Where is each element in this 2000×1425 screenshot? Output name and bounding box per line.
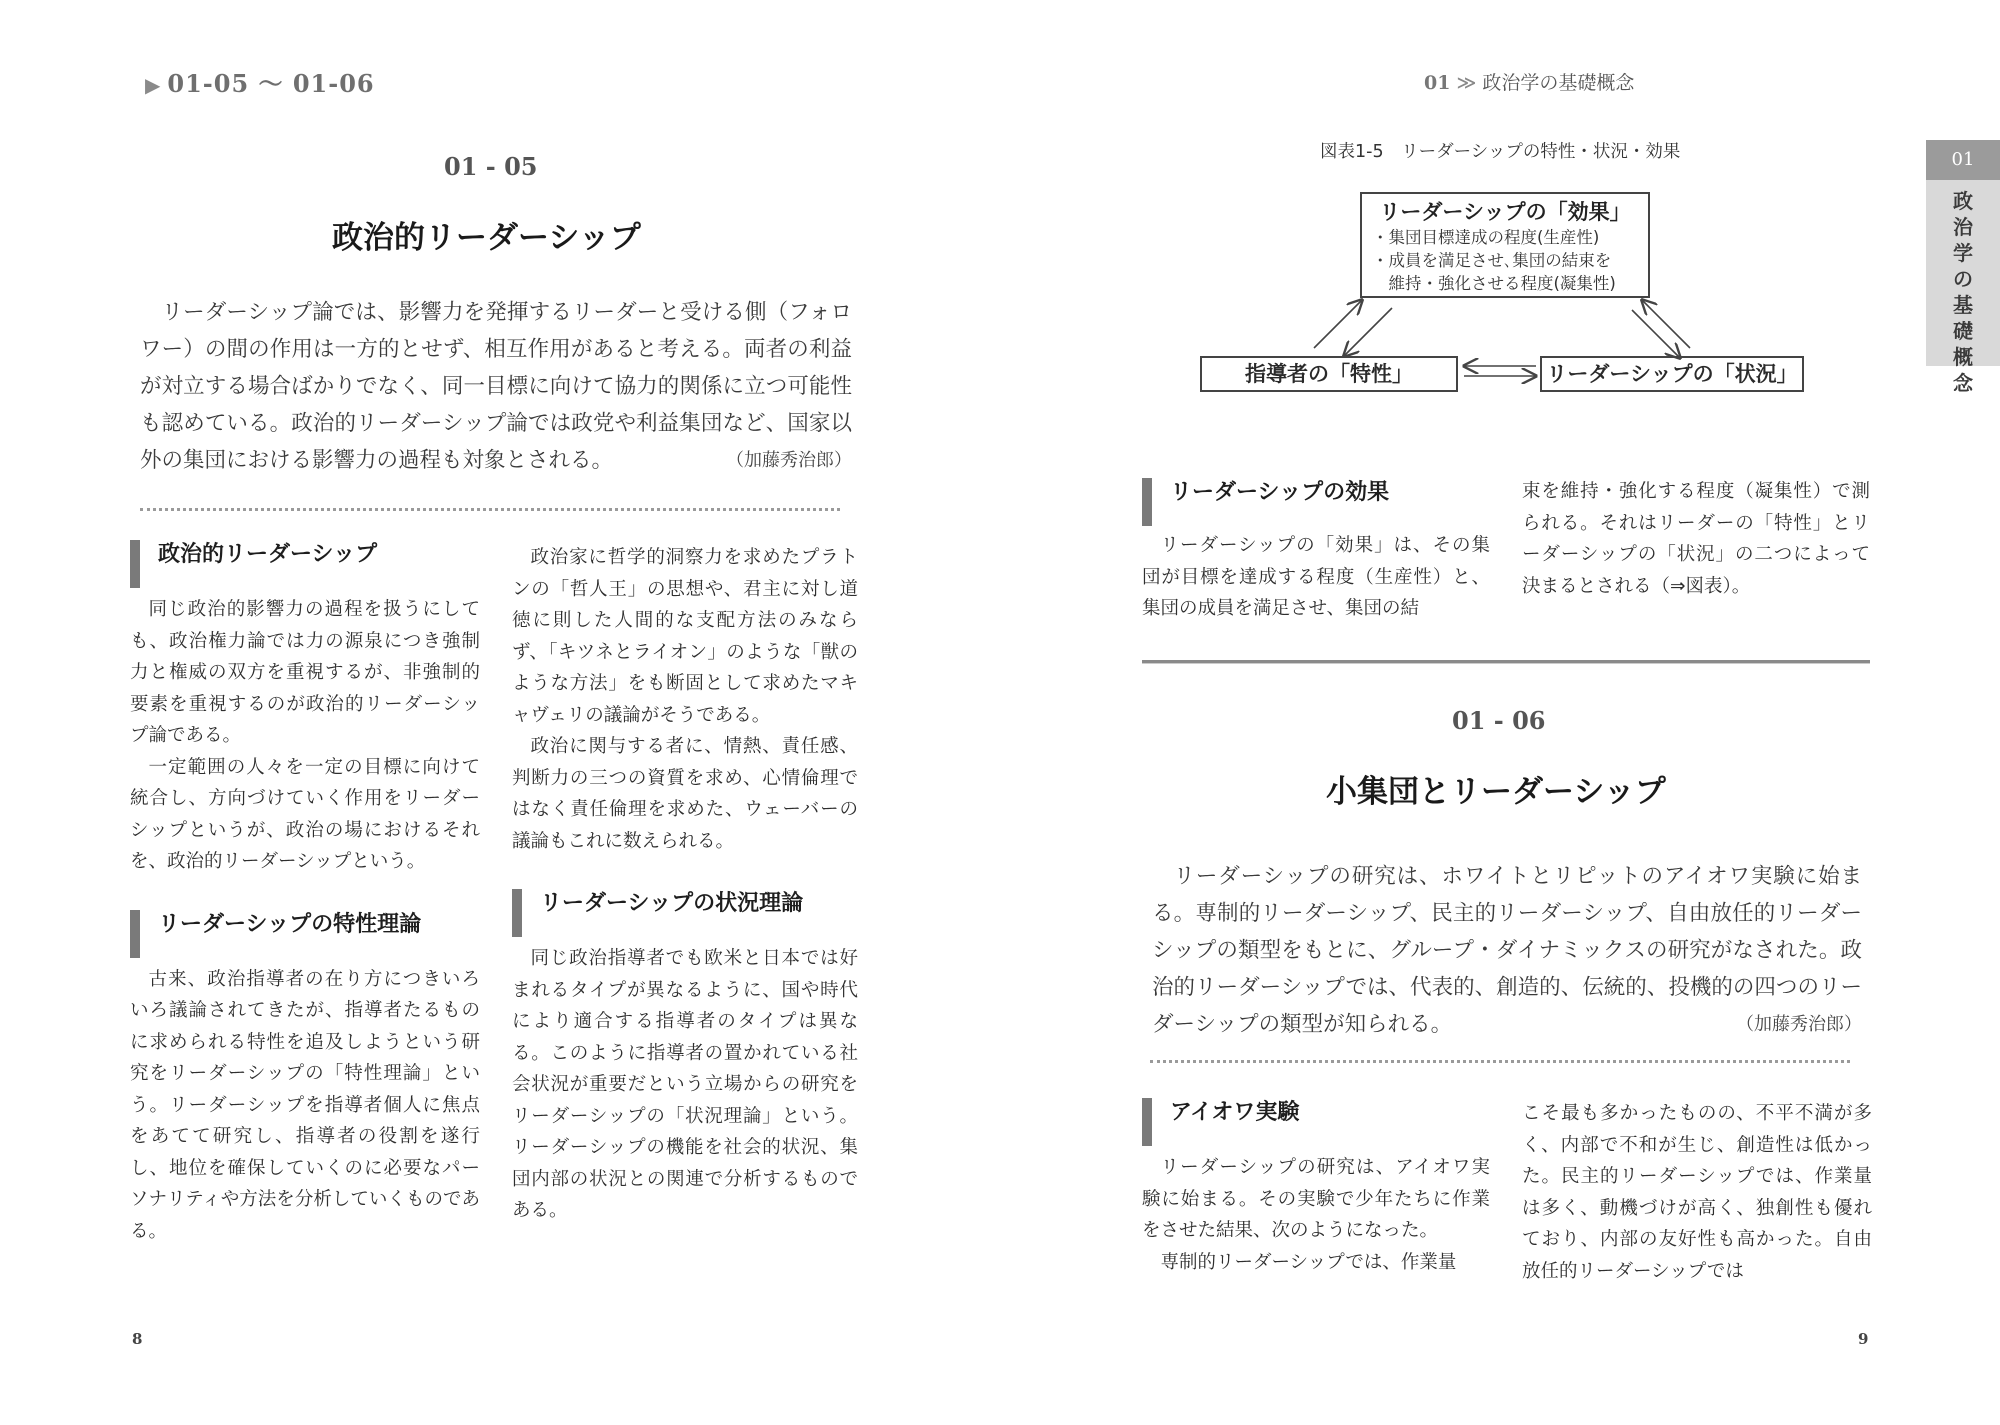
lead-paragraph: リーダーシップ論では、影響力を発揮するリーダーと受ける側（フォロワー）の間の作用は一方的とせず、相互作用があると考える。両者の利益が対立する場合ばかりでなく、同一目標に向けて協力的関係に立つ可能性も認めている。政治的リーダーシップ論では政党や利益集団など、国家以外の集団における影響力の過程も対象とされる。 （加藤秀治郎） <box>140 294 852 479</box>
arrow-trait-to-effect <box>1314 300 1362 348</box>
subhead-iowa: アイオワ実験 <box>1142 1098 1490 1146</box>
side-tab-number: 01 <box>1926 140 2000 180</box>
running-head-left: ▶ 01-05 ～ 01-06 <box>145 69 375 98</box>
triangle-marker-icon: ▶ <box>145 73 162 97</box>
figure-arrows <box>1300 296 1720 396</box>
page-number-left: 8 <box>132 1330 143 1348</box>
dotted-divider <box>140 508 840 511</box>
side-tab-text: 政治学の基礎概念 <box>1953 189 1973 395</box>
subhead-political-leadership: 政治的リーダーシップ <box>130 540 480 588</box>
section-number: 01 - 05 <box>444 152 538 181</box>
section-title: 小集団とリーダーシップ <box>1326 774 1666 810</box>
subhead-situational-theory: リーダーシップの状況理論 <box>512 889 858 937</box>
effect-box-line: ・集団目標達成の程度(生産性) <box>1372 228 1600 247</box>
lead-author: （加藤秀治郎） <box>1736 1014 1862 1035</box>
body-trait-theory: 古来、政治指導者の在り方につきいろいろ議論されてきたが、指導者たるものに求められる特性を追及しようという研究をリーダーシップの「特性理論」という。リーダーシップを指導者個人に焦点をあてて研究し、指導者の役割を遂行し、地位を確保していくのに必要なパーソナリティや方法を分析していくものである。 <box>130 968 480 1242</box>
body-iowa-1: リーダーシップの研究は、アイオワ実験に始まる。その実験で少年たちに作業をさせた結果、次のようになった。 <box>1142 1157 1490 1241</box>
body-iowa-1b: 専制的リーダーシップでは、作業量 <box>1160 1251 1457 1273</box>
figure-caption: 図表1-5 リーダーシップの特性・状況・効果 <box>1320 142 1681 162</box>
section-divider <box>1142 660 1870 664</box>
figure-trait-box: 指導者の「特性」 <box>1200 356 1458 392</box>
running-head-right: 01 ≫ 政治学の基礎概念 <box>1424 72 1635 94</box>
subhead-trait-theory: リーダーシップの特性理論 <box>130 910 480 958</box>
effect-box-line: ・成員を満足させ､集団の結束を <box>1372 251 1612 270</box>
column-right-effect-1 <box>1142 478 1490 625</box>
column-left-1 <box>130 540 480 1247</box>
body-effect-2: 束を維持・強化する程度（凝集性）で測られる。それはリーダーの「特性」とリーダーシップの「状況」の二つによって決まるとされる（⇒図表）。 <box>1522 481 1870 597</box>
section-number: 01 - 06 <box>1452 706 1546 735</box>
chapter-side-tab <box>1926 140 2000 395</box>
dotted-divider <box>1150 1060 1850 1063</box>
arrow-situation-to-effect <box>1642 300 1690 348</box>
figure-effect-box <box>1360 192 1650 298</box>
body-plato-machiavelli: 政治家に哲学的洞察力を求めたプラトンの「哲人王」の思想や、君主に対し道徳に則した人間的な支配方法のみならず、「キツネとライオン」のような「獣のような方法」をも断固として求めたマキャヴェリの議論がそうである。 <box>512 547 858 726</box>
figure-situation-box: リーダーシップの「状況」 <box>1540 356 1804 392</box>
body-effect-1: リーダーシップの「効果」は、その集団が目標を達成する程度（生産性）と、集団の成員を満足させ、集団の結 <box>1142 535 1490 619</box>
column-right-iowa-1 <box>1142 1098 1490 1278</box>
lead-paragraph: リーダーシップの研究は、ホワイトとリピットのアイオワ実験に始まる。専制的リーダーシップ、民主的リーダーシップ、自由放任的リーダーシップの類型をもとに、グループ・ダイナミックスの研究がなされた。政治的リーダーシップでは、代表的、創造的、伝統的、投機的の四つのリーダーシップの類型が知られる。 （加藤秀治郎） <box>1152 858 1862 1043</box>
double-chevron-icon: ≫ <box>1456 72 1477 94</box>
arrow-effect-to-situation <box>1632 310 1680 358</box>
section-title: 政治的リーダーシップ <box>332 220 641 256</box>
effect-box-title: リーダーシップの「効果」 <box>1379 200 1631 224</box>
page-number-right: 9 <box>1858 1330 1869 1348</box>
effect-box-line: 維持・強化させる程度(凝集性) <box>1372 274 1616 293</box>
body-political-leadership-2: 一定範囲の人々を一定の目標に向けて統合し、方向づけていく作用をリーダーシップというが、政治の場におけるそれを、政治的リーダーシップという。 <box>130 756 480 872</box>
body-weber: 政治に関与する者に、情熱、責任感、判断力の三つの資質を求め、心情倫理ではなく責任倫理を求めた、ウェーバーの議論もこれに数えられる。 <box>512 736 858 852</box>
body-political-leadership: 同じ政治的影響力の過程を扱うにしても、政治権力論では力の源泉につき強制力と権威の双方を重視するが、非強制的要素を重視するのが政治的リーダーシップ論である。 <box>130 599 480 746</box>
subhead-effect: リーダーシップの効果 <box>1142 478 1490 526</box>
body-situational-theory: 同じ政治指導者でも欧米と日本では好まれるタイプが異なるように、国や時代により適合する指導者のタイプは異なる。このように指導者の置かれている社会状況が重要だという立場からの研究をリーダーシップの「状況理論」という。リーダーシップの機能を社会的状況、集団内部の状況との関連で分析するものである。 <box>512 948 858 1221</box>
arrow-effect-to-trait <box>1344 308 1392 356</box>
body-iowa-2: こそ最も多かったものの、不平不満が多く、内部で不和が生じ、創造性は低かった。民主的リーダーシップでは、作業量は多く、動機づけが高く、独創性も優れており、内部の友好性も高かった。自由放任的リーダーシップでは <box>1522 1103 1872 1282</box>
column-left-2 <box>512 540 858 1227</box>
lead-author: （加藤秀治郎） <box>726 450 852 471</box>
